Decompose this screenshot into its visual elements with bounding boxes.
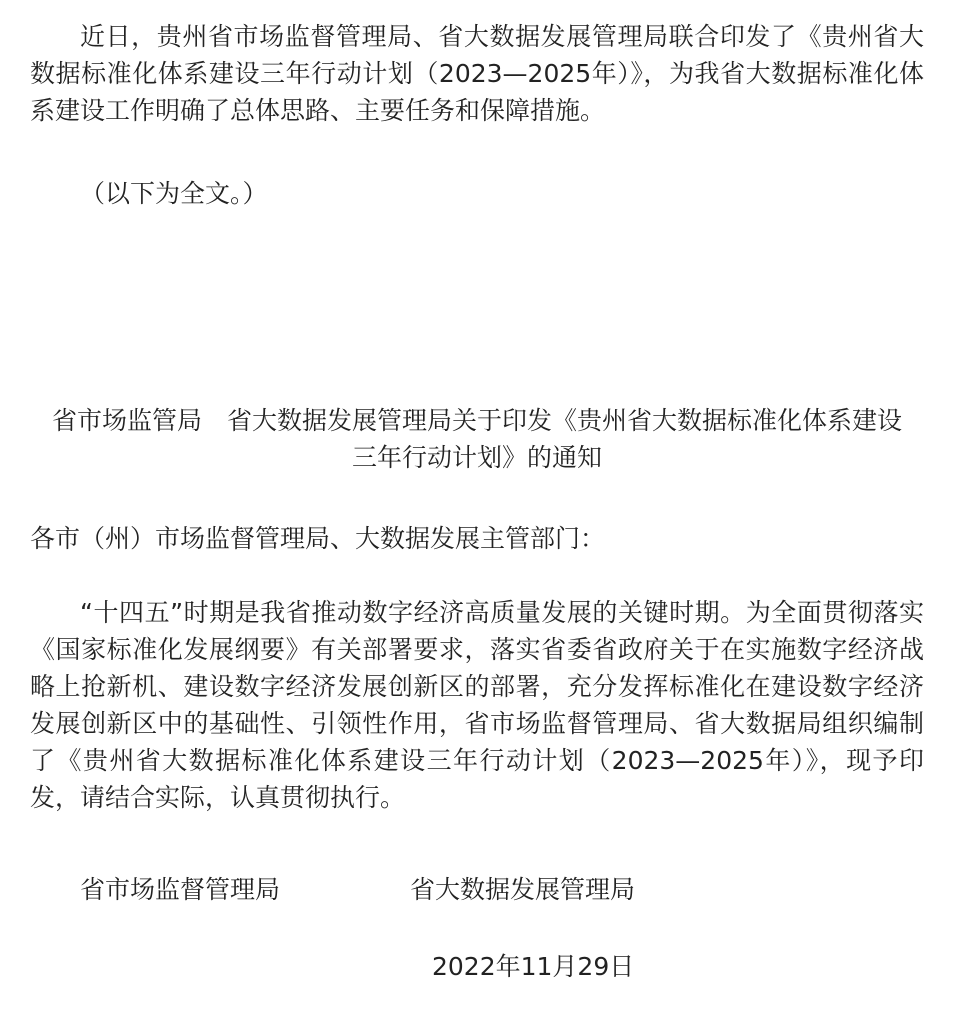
signatory-market-supervision: 省市场监督管理局 [80, 875, 281, 904]
full-text-note: （以下为全文。） [80, 179, 268, 208]
notice-body: “十四五”时期是我省推动数字经济高质量发展的关键时期。为全面贯彻落实《国家标准化发展纲要》有关部署要求，落实省委省政府关于在实施数字经济战略上抢新机、建设数字经济发展创新区的部署，充分发挥标准化在建设数字经济发展创新区中的基础性、引领性作用，省市场监督管理局、省大数据局组织编制了《贵州省大数据标准化体系建设三年行动计划（2023—2025年）》，现予印发，请结合实际，认真贯彻执行。 [30, 598, 924, 812]
intro-paragraph: 近日，贵州省市场监督管理局、省大数据发展管理局联合印发了《贵州省大数据标准化体系建设三年行动计划（2023—2025年）》，为我省大数据标准化体系建设工作明确了总体思路、主要任务和保障措施。 [30, 22, 924, 125]
notice-title [30, 402, 924, 476]
salutation: 各市（州）市场监督管理局、大数据发展主管部门： [30, 524, 606, 553]
signatory-big-data-bureau: 省大数据发展管理局 [410, 875, 636, 904]
notice-date: 2022年11月29日 [432, 952, 635, 981]
notice-title-line-2: 三年行动计划》的通知 [351, 443, 602, 472]
notice-title-line-1: 省市场监管局 省大数据发展管理局关于印发《贵州省大数据标准化体系建设 [51, 406, 902, 435]
